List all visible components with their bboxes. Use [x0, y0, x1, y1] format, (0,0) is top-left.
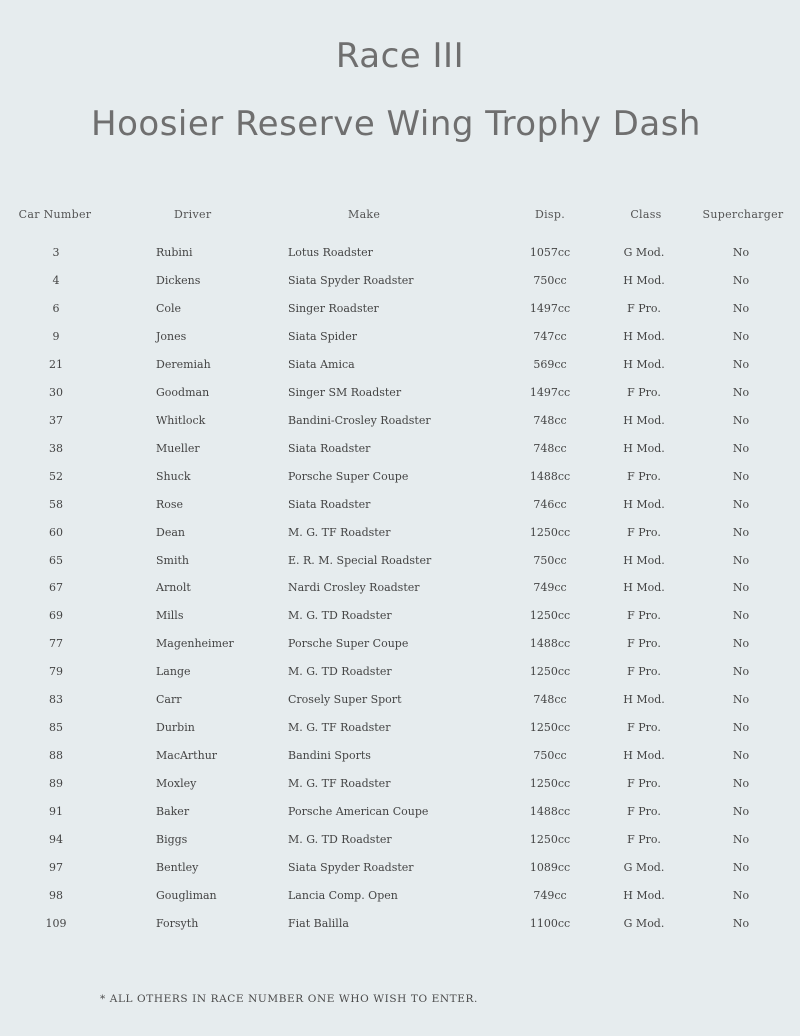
car-class: G Mod. [623, 916, 665, 930]
car-class: H Mod. [623, 497, 665, 511]
car-make: Nardi Crosley Roadster [288, 581, 420, 595]
car-number: 94 [49, 832, 63, 846]
table-row [0, 526, 800, 546]
car-class: H Mod. [623, 329, 665, 343]
car-number: 4 [52, 273, 60, 287]
driver-name: Mueller [156, 441, 200, 455]
supercharger-value: No [732, 553, 750, 567]
car-make: M. G. TF Roadster [288, 525, 391, 539]
driver-name: Mills [156, 609, 184, 623]
displacement: 1488cc [529, 637, 571, 651]
driver-name: Bentley [156, 860, 199, 874]
car-class: H Mod. [623, 273, 665, 287]
displacement: 1488cc [529, 805, 571, 818]
supercharger-value: No [732, 301, 750, 315]
car-number: 79 [49, 665, 63, 679]
car-number: 60 [49, 525, 63, 539]
car-number: 58 [49, 497, 63, 511]
supercharger-value: No [732, 805, 750, 818]
car-class: H Mod. [623, 441, 665, 455]
displacement: 749cc [533, 888, 567, 902]
supercharger-value: No [732, 273, 750, 287]
table-row [0, 777, 800, 797]
table-header [0, 208, 800, 228]
displacement: 1250cc [529, 832, 571, 846]
table-row [0, 498, 800, 518]
displacement: 1250cc [529, 525, 571, 539]
car-make: Siata Amica [288, 357, 355, 371]
header-class: Class [630, 208, 662, 221]
car-number: 91 [49, 805, 63, 818]
driver-name: Smith [156, 553, 189, 567]
footnote: * ALL OTHERS IN RACE NUMBER ONE WHO WISH TO ENTER. [100, 993, 478, 1005]
car-number: 65 [49, 553, 63, 567]
car-make: Fiat Balilla [288, 916, 349, 930]
table-row [0, 665, 800, 685]
race-number-title: Race III [335, 36, 465, 76]
table-row [0, 358, 800, 378]
car-make: Crosely Super Sport [288, 693, 402, 707]
car-make: Siata Roadster [288, 497, 371, 511]
supercharger-value: No [732, 832, 750, 846]
displacement: 750cc [533, 749, 567, 763]
table-row [0, 274, 800, 294]
table-row [0, 470, 800, 490]
car-number: 30 [49, 385, 63, 399]
table-row [0, 609, 800, 629]
car-class: F Pro. [627, 832, 661, 846]
displacement: 1497cc [529, 301, 571, 315]
car-class: H Mod. [623, 749, 665, 763]
supercharger-value: No [732, 385, 750, 399]
driver-name: Jones [156, 329, 187, 343]
driver-name: Baker [156, 805, 190, 818]
header-disp: Disp. [534, 208, 566, 221]
table-row [0, 721, 800, 741]
driver-name: Shuck [156, 469, 191, 483]
table-row [0, 805, 800, 825]
supercharger-value: No [732, 609, 750, 623]
car-number: 98 [49, 888, 63, 902]
supercharger-value: No [732, 525, 750, 539]
displacement: 1488cc [529, 469, 571, 483]
displacement: 1057cc [529, 246, 571, 259]
driver-name: Lange [156, 665, 191, 679]
supercharger-value: No [732, 749, 750, 763]
car-make: M. G. TF Roadster [288, 721, 391, 735]
supercharger-value: No [732, 441, 750, 455]
supercharger-value: No [732, 329, 750, 343]
car-make: Porsche Super Coupe [288, 469, 409, 483]
table-row [0, 917, 800, 937]
displacement: 1250cc [529, 721, 571, 735]
car-class: H Mod. [623, 553, 665, 567]
car-number: 21 [49, 357, 63, 371]
car-number: 3 [52, 246, 60, 259]
driver-name: Rose [156, 497, 184, 511]
table-row [0, 246, 800, 266]
table-row [0, 637, 800, 657]
table-row [0, 330, 800, 350]
displacement: 1250cc [529, 665, 571, 679]
car-number: 97 [49, 860, 63, 874]
driver-name: Cole [156, 301, 182, 315]
header-supercharger: Supercharger [702, 208, 784, 221]
driver-name: Deremiah [156, 357, 211, 371]
driver-name: Dean [156, 525, 185, 539]
driver-name: Carr [156, 693, 182, 707]
car-class: F Pro. [627, 525, 661, 539]
displacement: 1100cc [529, 916, 571, 930]
car-number: 37 [49, 413, 63, 427]
displacement: 749cc [533, 581, 567, 595]
supercharger-value: No [732, 413, 750, 427]
driver-name: Dickens [156, 273, 201, 287]
supercharger-value: No [732, 721, 750, 735]
driver-name: MacArthur [156, 749, 218, 763]
car-number: 69 [49, 609, 63, 623]
driver-name: Forsyth [156, 916, 199, 930]
car-make: Singer Roadster [288, 301, 379, 315]
supercharger-value: No [732, 693, 750, 707]
car-make: Siata Roadster [288, 441, 371, 455]
table-row [0, 889, 800, 909]
car-number: 9 [52, 329, 60, 343]
table-row [0, 302, 800, 322]
supercharger-value: No [732, 888, 750, 902]
driver-name: Biggs [156, 832, 188, 846]
table-row [0, 581, 800, 601]
supercharger-value: No [732, 777, 750, 790]
header-car-number: Car Number [18, 208, 92, 221]
car-number: 52 [49, 469, 63, 483]
car-class: H Mod. [623, 693, 665, 707]
car-make: Lotus Roadster [288, 246, 373, 259]
displacement: 748cc [533, 413, 567, 427]
car-class: F Pro. [627, 805, 661, 818]
displacement: 750cc [533, 273, 567, 287]
car-number: 6 [52, 301, 60, 315]
car-class: H Mod. [623, 357, 665, 371]
supercharger-value: No [732, 916, 750, 930]
car-make: E. R. M. Special Roadster [288, 553, 432, 567]
car-number: 85 [49, 721, 63, 735]
car-class: F Pro. [627, 637, 661, 651]
race-name-title: Hoosier Reserve Wing Trophy Dash [91, 104, 701, 144]
header-make: Make [348, 208, 381, 221]
supercharger-value: No [732, 246, 750, 259]
driver-name: Arnolt [156, 581, 191, 595]
table-row [0, 749, 800, 769]
driver-name: Magenheimer [156, 637, 234, 651]
car-make: M. G. TD Roadster [288, 665, 392, 679]
table-row [0, 693, 800, 713]
car-class: F Pro. [627, 301, 661, 315]
table-row [0, 554, 800, 574]
displacement: 748cc [533, 441, 567, 455]
car-class: F Pro. [627, 469, 661, 483]
car-make: Porsche Super Coupe [288, 637, 409, 651]
supercharger-value: No [732, 637, 750, 651]
supercharger-value: No [732, 581, 750, 595]
car-make: M. G. TF Roadster [288, 777, 391, 790]
displacement: 747cc [533, 329, 567, 343]
table-row [0, 414, 800, 434]
car-number: 38 [49, 441, 63, 455]
car-make: Siata Spyder Roadster [288, 860, 414, 874]
car-class: F Pro. [627, 665, 661, 679]
car-class: F Pro. [627, 385, 661, 399]
table-row [0, 861, 800, 881]
car-make: Siata Spyder Roadster [288, 273, 414, 287]
car-class: F Pro. [627, 721, 661, 735]
displacement: 748cc [533, 693, 567, 707]
driver-name: Moxley [156, 777, 197, 790]
car-class: G Mod. [623, 246, 665, 259]
displacement: 1250cc [529, 777, 571, 790]
supercharger-value: No [732, 665, 750, 679]
car-number: 77 [49, 637, 63, 651]
car-number: 83 [49, 693, 63, 707]
driver-name: Gougliman [156, 888, 217, 902]
displacement: 1089cc [529, 860, 571, 874]
displacement: 569cc [533, 357, 567, 371]
header-driver: Driver [174, 208, 212, 221]
car-make: Siata Spider [288, 329, 357, 343]
car-make: Bandini-Crosley Roadster [288, 413, 431, 427]
displacement: 1250cc [529, 609, 571, 623]
car-make: Lancia Comp. Open [288, 888, 398, 902]
displacement: 750cc [533, 553, 567, 567]
car-make: M. G. TD Roadster [288, 609, 392, 623]
car-class: H Mod. [623, 413, 665, 427]
car-number: 88 [49, 749, 63, 763]
car-make: Porsche American Coupe [288, 805, 429, 818]
car-class: H Mod. [623, 581, 665, 595]
car-class: H Mod. [623, 888, 665, 902]
supercharger-value: No [732, 357, 750, 371]
displacement: 1497cc [529, 385, 571, 399]
table-row [0, 386, 800, 406]
driver-name: Rubini [156, 246, 193, 259]
car-class: G Mod. [623, 860, 665, 874]
driver-name: Whitlock [156, 413, 206, 427]
supercharger-value: No [732, 497, 750, 511]
car-number: 89 [49, 777, 63, 790]
car-make: Singer SM Roadster [288, 385, 402, 399]
car-number: 109 [45, 916, 67, 930]
car-class: F Pro. [627, 609, 661, 623]
supercharger-value: No [732, 860, 750, 874]
table-row [0, 442, 800, 462]
car-make: Bandini Sports [288, 749, 371, 763]
car-class: F Pro. [627, 777, 661, 790]
driver-name: Goodman [156, 385, 210, 399]
table-row [0, 833, 800, 853]
car-number: 67 [49, 581, 63, 595]
supercharger-value: No [732, 469, 750, 483]
car-make: M. G. TD Roadster [288, 832, 392, 846]
displacement: 746cc [533, 497, 567, 511]
driver-name: Durbin [156, 721, 195, 735]
